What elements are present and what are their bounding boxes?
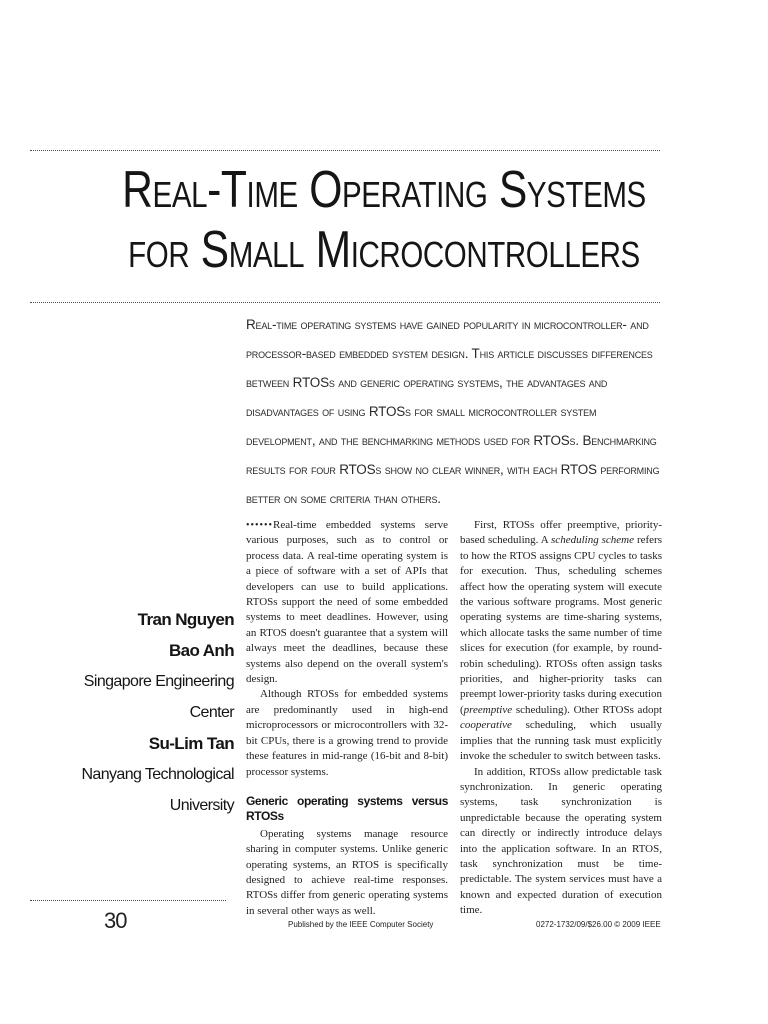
article-abstract: Real-time operating systems have gained popularity in microcontroller- and processor-based embedded system design. This article discusses differences between RTOSs and generic operating systems, the advantages and disadvantages of using RTOSs for small microcontroller system development, and the benchmarking methods used for RTOSs. Benchmarking results for four RTOSs show no clear winner, with each RTOS performing better on some criteria than others. bbox=[246, 317, 660, 506]
section-heading: Generic operating systems versus RTOSs bbox=[246, 793, 448, 824]
author-name: Bao Anh bbox=[168, 641, 234, 660]
author-affiliation: Nanyang Technological bbox=[81, 766, 234, 783]
body-column-left bbox=[246, 518, 448, 919]
paragraph-text: refers to how the RTOS assigns CPU cycles to tasks for execution. Thus, scheduling schemes affect how the operating system will execute the various software programs. Most generic operating systems are time-sharing systems, which allocate tasks the same number of time slices for execution (for example, by round-robin scheduling). RTOSs often assign tasks priorities, and higher-priority tasks can preempt lower-priority tasks during execution ( bbox=[460, 534, 663, 716]
body-paragraph bbox=[460, 518, 662, 765]
paragraph-text: First, RTOSs offer preemptive, priority-based scheduling. A bbox=[460, 519, 662, 547]
paragraph-text: scheduling, which usually implies that the running task must explicitly invoke the scheduler to switch between tasks. bbox=[460, 719, 662, 763]
article-title-line-1: Real-Time Operating Systems bbox=[122, 161, 646, 219]
title-divider bbox=[30, 302, 660, 303]
footer-divider bbox=[30, 900, 226, 901]
author-affiliation: University bbox=[169, 797, 234, 814]
body-paragraph: Although RTOSs for embedded systems are predominantly used in high-end microprocessors or microcontrollers with 32-bit CPUs, there is a growing trend to provide these features in mid-range (16-bit and 8-bit) processor systems. bbox=[246, 688, 448, 778]
issn-line: 0272-1732/09/$26.00 © 2009 IEEE bbox=[536, 920, 661, 929]
author-block bbox=[54, 604, 234, 821]
term-emphasis: preemptive bbox=[463, 703, 513, 716]
paragraph-text: scheduling). Other RTOSs adopt bbox=[512, 703, 662, 716]
author-affiliation: Singapore Engineering bbox=[83, 673, 234, 690]
body-column-right bbox=[460, 518, 662, 919]
article-title-line-2: for Small Microcontrollers bbox=[128, 221, 640, 279]
body-paragraph bbox=[246, 518, 448, 687]
author-name: Su-Lim Tan bbox=[148, 734, 234, 753]
page-number: 30 bbox=[104, 908, 127, 933]
paragraph-text: Real-time embedded systems serve various purposes, such as to control or process data. A real-time operating system is a piece of software with a set of APIs that developers can use to build applications. RTOSs support the need of some embedded systems to meet deadlines. However, using an RTOS doesn't guarantee that a system will always meet the deadlines, because these systems also depend on the overall system's design. bbox=[246, 519, 448, 686]
body-paragraph: In addition, RTOSs allow predictable task synchronization. In generic operating systems, task synchronization is unpredictable because the operating system can directly or indirectly introduce delays into the application software. In an RTOS, task synchronization must be time-predictable. The system services must have a known and expected duration of execution time. bbox=[460, 765, 662, 917]
term-emphasis: scheduling scheme bbox=[551, 534, 635, 547]
author-affiliation: Center bbox=[189, 704, 234, 721]
lead-marker: •••••• bbox=[246, 520, 274, 531]
top-divider bbox=[30, 150, 660, 151]
body-paragraph: Operating systems manage resource sharing in computer systems. Unlike generic operating systems, an RTOS is specifically designed to achieve real-time responses. RTOSs differ from generic operating systems in several other ways as well. bbox=[246, 827, 448, 917]
publisher-line: Published by the IEEE Computer Society bbox=[288, 920, 434, 929]
author-name: Tran Nguyen bbox=[137, 610, 234, 629]
term-emphasis: cooperative bbox=[460, 719, 512, 732]
